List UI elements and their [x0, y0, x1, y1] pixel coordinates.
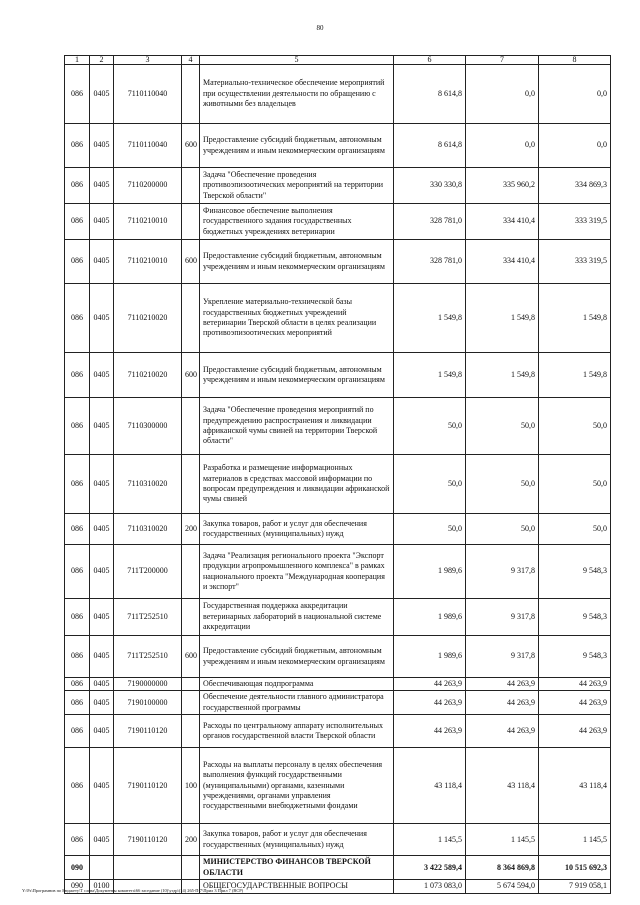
amount-col7-cell: 0,0 [466, 65, 539, 124]
amount-col7-cell: 5 674 594,0 [466, 880, 539, 893]
amount-col8-cell: 333 319,5 [539, 204, 611, 240]
description-cell: ОБЩЕГОСУДАРСТВЕННЫЕ ВОПРОСЫ [200, 880, 394, 893]
target-article-cell: 7110210010 [114, 204, 182, 240]
column-header: 8 [539, 56, 611, 65]
row-code-cell: 086 [65, 455, 90, 514]
target-article-cell: 711T200000 [114, 545, 182, 599]
description-cell: Предоставление субсидий бюджетным, автономным учреждениям и иным некоммерческим организациям [200, 124, 394, 168]
section-code-cell: 0405 [90, 455, 114, 514]
amount-col7-cell: 1 549,8 [466, 353, 539, 398]
target-article-cell: 7110210020 [114, 284, 182, 353]
expense-type-cell: 600 [182, 240, 200, 284]
row-code-cell: 086 [65, 240, 90, 284]
target-article-cell: 7190110120 [114, 748, 182, 824]
amount-col8-cell: 9 548,3 [539, 545, 611, 599]
table-row [65, 545, 611, 599]
target-article-cell: 7190100000 [114, 691, 182, 715]
amount-col8-cell: 9 548,3 [539, 636, 611, 678]
target-article-cell: 7190110120 [114, 715, 182, 748]
column-header: 1 [65, 56, 90, 65]
description-cell: Задача "Обеспечение проведения противоэпизоотических мероприятий на территории Тверской области" [200, 168, 394, 204]
amount-col7-cell: 1 549,8 [466, 284, 539, 353]
description-cell: Предоставление субсидий бюджетным, автономным учреждениям и иным некоммерческим организациям [200, 353, 394, 398]
table-row [65, 240, 611, 284]
column-header: 3 [114, 56, 182, 65]
description-cell: Расходы по центральному аппарату исполнительных органов государственной власти Тверской области [200, 715, 394, 748]
expense-type-cell [182, 168, 200, 204]
section-code-cell [90, 856, 114, 880]
amount-col8-cell: 9 548,3 [539, 599, 611, 636]
amount-col6-cell: 3 422 589,4 [394, 856, 466, 880]
expense-type-cell: 600 [182, 124, 200, 168]
row-code-cell: 086 [65, 545, 90, 599]
target-article-cell: 711T252510 [114, 636, 182, 678]
amount-col7-cell: 0,0 [466, 124, 539, 168]
expense-type-cell [182, 856, 200, 880]
row-code-cell: 086 [65, 636, 90, 678]
description-cell: Закупка товаров, работ и услуг для обеспечения государственных (муниципальных) нужд [200, 824, 394, 856]
amount-col6-cell: 50,0 [394, 398, 466, 455]
amount-col8-cell: 0,0 [539, 124, 611, 168]
target-article-cell: 7110310020 [114, 455, 182, 514]
section-code-cell: 0405 [90, 715, 114, 748]
row-code-cell: 086 [65, 398, 90, 455]
amount-col6-cell: 330 330,8 [394, 168, 466, 204]
expense-type-cell [182, 599, 200, 636]
expense-type-cell: 100 [182, 748, 200, 824]
amount-col7-cell: 8 364 869,8 [466, 856, 539, 880]
amount-col6-cell: 44 263,9 [394, 678, 466, 691]
amount-col6-cell: 44 263,9 [394, 715, 466, 748]
amount-col7-cell: 1 145,5 [466, 824, 539, 856]
expense-type-cell [182, 545, 200, 599]
column-header: 2 [90, 56, 114, 65]
page-number: 80 [316, 24, 324, 32]
target-article-cell: 711T252510 [114, 599, 182, 636]
row-code-cell: 086 [65, 824, 90, 856]
amount-col8-cell: 10 515 692,3 [539, 856, 611, 880]
target-article-cell: 7110210010 [114, 240, 182, 284]
table-row [65, 599, 611, 636]
amount-col6-cell: 1 989,6 [394, 636, 466, 678]
section-code-cell: 0405 [90, 514, 114, 545]
column-header: 5 [200, 56, 394, 65]
table-row [65, 168, 611, 204]
description-cell: Закупка товаров, работ и услуг для обеспечения государственных (муниципальных) нужд [200, 514, 394, 545]
section-code-cell: 0405 [90, 748, 114, 824]
row-code-cell: 090 [65, 856, 90, 880]
amount-col7-cell: 50,0 [466, 398, 539, 455]
row-code-cell: 086 [65, 65, 90, 124]
target-article-cell: 7110110040 [114, 65, 182, 124]
row-code-cell: 090 [65, 880, 90, 893]
expense-type-cell [182, 715, 200, 748]
section-code-cell: 0405 [90, 240, 114, 284]
amount-col8-cell: 0,0 [539, 65, 611, 124]
target-article-cell: 7190000000 [114, 678, 182, 691]
description-cell: Предоставление субсидий бюджетным, автономным учреждениям и иным некоммерческим организациям [200, 240, 394, 284]
amount-col6-cell: 43 118,4 [394, 748, 466, 824]
expense-type-cell [182, 691, 200, 715]
target-article-cell: 7110200000 [114, 168, 182, 204]
table-row [65, 678, 611, 691]
row-code-cell: 086 [65, 599, 90, 636]
amount-col8-cell: 1 549,8 [539, 284, 611, 353]
expense-type-cell: 600 [182, 636, 200, 678]
row-code-cell: 086 [65, 204, 90, 240]
table-row [65, 455, 611, 514]
table-row [65, 204, 611, 240]
section-code-cell: 0405 [90, 204, 114, 240]
amount-col6-cell: 50,0 [394, 514, 466, 545]
section-code-cell: 0405 [90, 545, 114, 599]
section-code-cell: 0405 [90, 353, 114, 398]
table-body [65, 65, 611, 894]
expense-type-cell: 200 [182, 824, 200, 856]
description-cell: Расходы на выплаты персоналу в целях обеспечения выполнения функций государственными (муниципальными) органами, казенными учреждениями, органами управления государственными внебюджетными фондами [200, 748, 394, 824]
target-article-cell [114, 856, 182, 880]
section-code-cell: 0405 [90, 398, 114, 455]
amount-col8-cell: 50,0 [539, 398, 611, 455]
description-cell: Укрепление материально-технической базы государственных бюджетных учреждений ветеринарии Тверской области в целях реализации противоэпизоотических мероприятий [200, 284, 394, 353]
section-code-cell: 0405 [90, 691, 114, 715]
amount-col6-cell: 44 263,9 [394, 691, 466, 715]
expense-type-cell: 200 [182, 514, 200, 545]
amount-col7-cell: 334 410,4 [466, 204, 539, 240]
file-path-footer: Y:\Fs\Програмнов по Бюджету\Т слева\Документы комитета\66 заседание (10)\угдр\(14) 265-П-7\Прил 3 Прил 7 (ВСР) [22, 888, 244, 893]
section-code-cell: 0405 [90, 678, 114, 691]
table-row [65, 856, 611, 880]
target-article-cell: 7110210020 [114, 353, 182, 398]
description-cell: Задача "Реализация регионального проекта "Экспорт продукции агропромышленного комплекса" в рамках национального проекта "Международная кооперация и экспорт" [200, 545, 394, 599]
table-row [65, 398, 611, 455]
table-row [65, 284, 611, 353]
amount-col7-cell: 43 118,4 [466, 748, 539, 824]
table-row [65, 715, 611, 748]
row-code-cell: 086 [65, 678, 90, 691]
expense-type-cell [182, 65, 200, 124]
amount-col7-cell: 9 317,8 [466, 545, 539, 599]
amount-col7-cell: 335 960,2 [466, 168, 539, 204]
table-row [65, 65, 611, 124]
section-code-cell: 0405 [90, 168, 114, 204]
description-cell: МИНИСТЕРСТВО ФИНАНСОВ ТВЕРСКОЙ ОБЛАСТИ [200, 856, 394, 880]
column-header: 7 [466, 56, 539, 65]
description-cell: Задача "Обеспечение проведения мероприятий по предупреждению распространения и ликвидации африканской чумы свиней на территории Тверской области" [200, 398, 394, 455]
row-code-cell: 086 [65, 691, 90, 715]
expense-type-cell [182, 678, 200, 691]
description-cell: Обеспечивающая подпрограмма [200, 678, 394, 691]
amount-col8-cell: 44 263,9 [539, 715, 611, 748]
table-row [65, 353, 611, 398]
target-article-cell: 7190110120 [114, 824, 182, 856]
description-cell: Разработка и размещение информационных материалов в средствах массовой информации по вопросам предупреждения и ликвидации африканской чумы свиней [200, 455, 394, 514]
target-article-cell: 7110110040 [114, 124, 182, 168]
row-code-cell: 086 [65, 124, 90, 168]
row-code-cell: 086 [65, 748, 90, 824]
description-cell: Финансовое обеспечение выполнения государственного задания государственных бюджетных учреждениях ветеринарии [200, 204, 394, 240]
amount-col7-cell: 50,0 [466, 455, 539, 514]
expense-type-cell [182, 455, 200, 514]
table-row [65, 691, 611, 715]
table-row [65, 124, 611, 168]
row-code-cell: 086 [65, 168, 90, 204]
amount-col6-cell: 50,0 [394, 455, 466, 514]
amount-col6-cell: 1 989,6 [394, 599, 466, 636]
table-row [65, 824, 611, 856]
row-code-cell: 086 [65, 514, 90, 545]
amount-col7-cell: 44 263,9 [466, 678, 539, 691]
amount-col7-cell: 334 410,4 [466, 240, 539, 284]
expense-type-cell [182, 398, 200, 455]
amount-col8-cell: 7 919 058,1 [539, 880, 611, 893]
table-header-row [65, 56, 611, 65]
expense-type-cell [182, 204, 200, 240]
amount-col8-cell: 50,0 [539, 455, 611, 514]
target-article-cell: 7110310020 [114, 514, 182, 545]
amount-col7-cell: 44 263,9 [466, 715, 539, 748]
section-code-cell: 0405 [90, 599, 114, 636]
column-header: 4 [182, 56, 200, 65]
amount-col6-cell: 1 989,6 [394, 545, 466, 599]
section-code-cell: 0405 [90, 636, 114, 678]
amount-col6-cell: 328 781,0 [394, 204, 466, 240]
description-cell: Обеспечение деятельности главного администратора государственной программы [200, 691, 394, 715]
amount-col8-cell: 1 549,8 [539, 353, 611, 398]
amount-col6-cell: 1 549,8 [394, 284, 466, 353]
amount-col8-cell: 43 118,4 [539, 748, 611, 824]
amount-col8-cell: 50,0 [539, 514, 611, 545]
amount-col6-cell: 1 549,8 [394, 353, 466, 398]
amount-col8-cell: 1 145,5 [539, 824, 611, 856]
table-row [65, 636, 611, 678]
section-code-cell: 0405 [90, 824, 114, 856]
budget-table [64, 55, 611, 894]
row-code-cell: 086 [65, 715, 90, 748]
column-header: 6 [394, 56, 466, 65]
expense-type-cell: 600 [182, 353, 200, 398]
amount-col7-cell: 44 263,9 [466, 691, 539, 715]
row-code-cell: 086 [65, 353, 90, 398]
table-row [65, 748, 611, 824]
section-code-cell: 0405 [90, 65, 114, 124]
section-code-cell: 0100 [90, 880, 114, 893]
row-code-cell: 086 [65, 284, 90, 353]
amount-col8-cell: 44 263,9 [539, 691, 611, 715]
expense-type-cell [182, 284, 200, 353]
amount-col6-cell: 1 073 083,0 [394, 880, 466, 893]
amount-col6-cell: 1 145,5 [394, 824, 466, 856]
amount-col7-cell: 9 317,8 [466, 636, 539, 678]
target-article-cell: 7110300000 [114, 398, 182, 455]
description-cell: Государственная поддержка аккредитации ветеринарных лабораторий в национальной системе аккредитации [200, 599, 394, 636]
amount-col6-cell: 8 614,8 [394, 124, 466, 168]
amount-col8-cell: 333 319,5 [539, 240, 611, 284]
amount-col7-cell: 50,0 [466, 514, 539, 545]
amount-col8-cell: 44 263,9 [539, 678, 611, 691]
section-code-cell: 0405 [90, 124, 114, 168]
amount-col7-cell: 9 317,8 [466, 599, 539, 636]
description-cell: Предоставление субсидий бюджетным, автономным учреждениям и иным некоммерческим организациям [200, 636, 394, 678]
amount-col6-cell: 328 781,0 [394, 240, 466, 284]
section-code-cell: 0405 [90, 284, 114, 353]
table-row [65, 514, 611, 545]
amount-col6-cell: 8 614,8 [394, 65, 466, 124]
description-cell: Материально-техническое обеспечение мероприятий при осуществлении деятельности по обращению с животными без владельцев [200, 65, 394, 124]
amount-col8-cell: 334 869,3 [539, 168, 611, 204]
